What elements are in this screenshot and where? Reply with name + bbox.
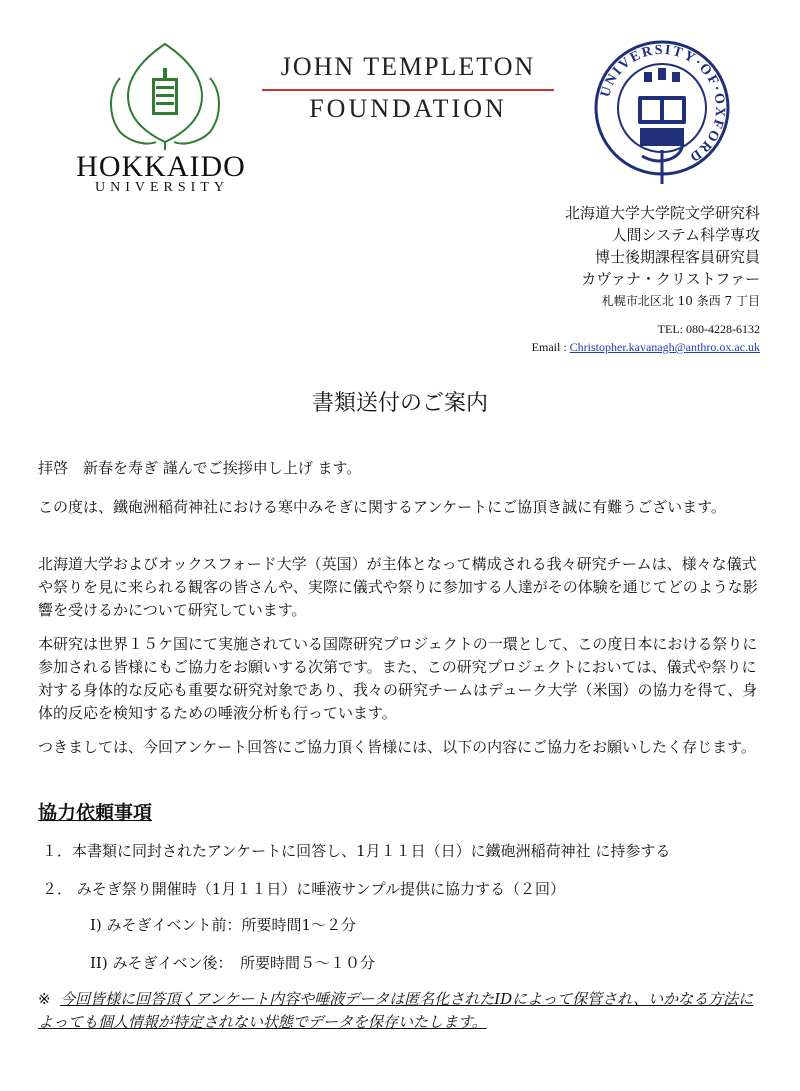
sender-name: カヴァナ・クリストファー [581,270,760,288]
request-item-2: ２． みそぎ祭り開催時（1月１１日）に唾液サンプル提供に協力する（２回） [42,880,565,898]
request-subitem-1: I) みそぎイベント前：所要時間1～２分 [90,916,357,934]
hokkaido-logo-name: HOKKAIDO [76,150,246,183]
request-paragraph: つきましては、今回アンケート回答にご協力頂く皆様には、以下の内容にご協力をお願いしたく存じます。 [38,738,756,756]
contact-email-label: Email : [531,340,570,354]
thanks-paragraph: この度は、鐵砲洲稲荷神社における寒中みそぎに関するアンケートにご協頂き誠に有難うございます。 [38,498,726,516]
contact-tel: TEL: 080-4228-6132 [657,322,760,336]
document-title: 書類送付のご案内 [311,391,488,416]
templeton-logo-rule [262,89,554,91]
oxford-university-logo [592,38,732,188]
research-team-paragraph: 北海道大学およびオックスフォード大学（英国）が主体となって構成される我々研究チームは、様々な儀式や祭りを見に来られる観客の皆さんや、実際に儀式や祭りに参加する人達がその体験を通じてどのような影響を受けるかについて研究しています。 [38,555,758,619]
sender-position: 博士後期課程客員研究員 [594,248,760,266]
templeton-logo-line1: JOHN TEMPLETON [280,52,536,81]
hokkaido-logo-subtitle: UNIVERSITY [95,180,229,195]
sender-address: 札幌市北区北 10 条西 7 丁目 [601,294,760,308]
contact-email-row [532,338,760,356]
greeting-paragraph: 拝啓 新春を寿ぎ 謹んでご挨拶申し上げ ます。 [38,459,362,477]
contact-email-link[interactable]: Christopher.kavanagh@anthro.ox.ac.uk [569,340,760,354]
sender-block [565,202,760,312]
sender-department: 人間システム科学専攻 [611,226,760,244]
section-heading: 協力依頼事項 [38,802,153,824]
research-project-paragraph: 本研究は世界１５ケ国にて実施されている国際研究プロジェクトの一環として、この度日本における祭りに参加される皆様にもご協力をお願いする次第です。また、この研究プロジェクトにおいては、儀式や祭りに対する身体的な反応も重要な研究対象であり、我々の研究チームはデューク大学（米国）の協力を得て、身体的反応を検知するための唾液分析も行っています。 [38,635,758,722]
request-item-1: １．本書類に同封されたアンケートに回答し、1月１１日（日）に鐵砲洲稲荷神社 に持参する [42,842,671,860]
contact-block [532,320,760,356]
note-mark: ※ [38,990,51,1008]
templeton-logo-line2: FOUNDATION [309,94,507,123]
privacy-note [38,988,766,1034]
request-subitem-2: II) みそぎイベン後： 所要時間５～１０分 [90,954,375,972]
svg-text:UNIVERSITY·OF·OXFORD: UNIVERSITY·OF·OXFORD [598,42,728,166]
note-text: 今回皆様に回答頂くアンケート内容や唾液データは匿名化されたIDによって保管され、いかなる方法によっても個人情報が特定されない状態でデータを保存いたします。 [38,990,754,1031]
sender-affiliation: 北海道大学大学院文学研究科 [564,204,760,222]
